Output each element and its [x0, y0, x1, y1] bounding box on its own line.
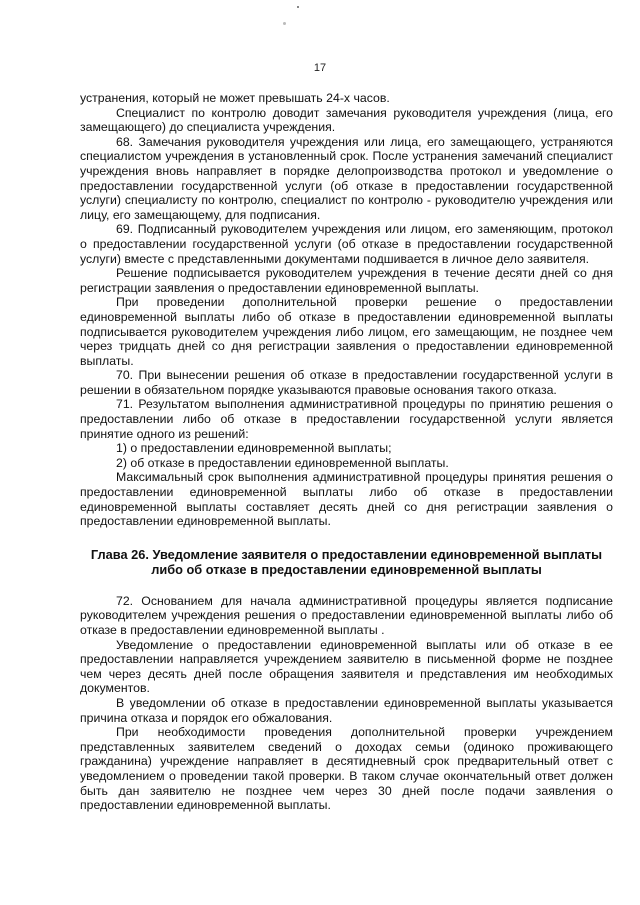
paragraph: устранения, который не может превышать 24-х часов. [80, 91, 390, 105]
document-body [80, 91, 613, 813]
paragraph: 71. Результатом выполнения административной процедуры по принятию решения о предоставлении либо об отказе в предоставлении государственной услуги является принятие одного из решений: [80, 397, 613, 441]
paragraph: Решение подписывается руководителем учреждения в течение десяти дней со дня регистрации заявления о предоставлении единовременной выплаты. [80, 266, 613, 295]
paragraph: При необходимости проведения дополнительной проверки учреждением представленных заявителем сведений о доходах семьи (одиноко проживающего гражданина) учреждение направляет в десятидневный срок предварительный ответ с уведомлением о проведении такой проверки. В таком случае окончательный ответ должен быть дан заявителю не позднее чем через 30 дней после подачи заявления о предоставлении единовременной выплаты. [80, 725, 613, 813]
list-item: 1) о предоставлении единовременной выплаты; [116, 441, 392, 456]
paragraph: При проведении дополнительной проверки решение о предоставлении единовременной выплаты либо об отказе в предоставлении единовременной выплаты подписывается руководителем учреждения либо лицом, его замещающим, не позднее чем через тридцать дней со дня регистрации заявления о предоставлении единовременной выплаты. [80, 295, 613, 368]
paragraph: 68. Замечания руководителя учреждения или лица, его замещающего, устраняются специалистом учреждения в установленный срок. После устранения замечаний специалист учреждения вновь направляет в порядке делопроизводства протокол и уведомление о предоставлении государственной услуги (об отказе в предоставлении государственной услуги) специалисту по контролю, специалист по контролю - руководителю учреждения или лицу, его замещающему, для подписания. [80, 134, 613, 222]
list-item: 2) об отказе в предоставлении единовременной выплаты. [116, 455, 449, 470]
scan-speck [283, 22, 286, 25]
page-number: 17 [313, 62, 327, 74]
scan-speck [297, 6, 299, 8]
paragraph: В уведомлении об отказе в предоставлении единовременной выплаты указывается причина отказа и порядок его обжалования. [80, 695, 613, 725]
chapter-heading [80, 547, 613, 577]
paragraph: Максимальный срок выполнения административной процедуры принятия решения о предоставлении единовременной выплаты либо об отказе в предоставлении единовременной выплаты составляет десять дней со дня регистрации заявления о предоставлении единовременной выплаты. [80, 470, 613, 529]
paragraph: Специалист по контролю доводит замечания руководителя учреждения (лица, его замещающего) до специалиста учреждения. [80, 105, 613, 135]
paragraph: 69. Подписанный руководителем учреждения или лицом, его заменяющим, протокол о предоставлении государственной услуги (об отказе в предоставлении государственной услуги) вместе с представленными документами подшивается в личное дело заявителя. [80, 222, 613, 266]
chapter-heading-line: Глава 26. Уведомление заявителя о предоставлении единовременной выплаты [90, 546, 603, 562]
paragraph: Уведомление о предоставлении единовременной выплаты или об отказе в ее предоставлении направляется учреждением заявителю в письменной форме не позднее чем через десять дней после обращения заявителя и представления им необходимых документов. [80, 637, 613, 696]
chapter-heading-line: либо об отказе в предоставлении единовременной выплаты [151, 561, 542, 577]
paragraph: 72. Основанием для начала административной процедуры является подписание руководителем учреждения решения о предоставлении единовременной выплаты либо об отказе в предоставлении единовременной выплаты . [80, 593, 613, 637]
paragraph: 70. При вынесении решения об отказе в предоставлении государственной услуги в решении в обязательном порядке указываются правовые основания такого отказа. [80, 368, 613, 397]
